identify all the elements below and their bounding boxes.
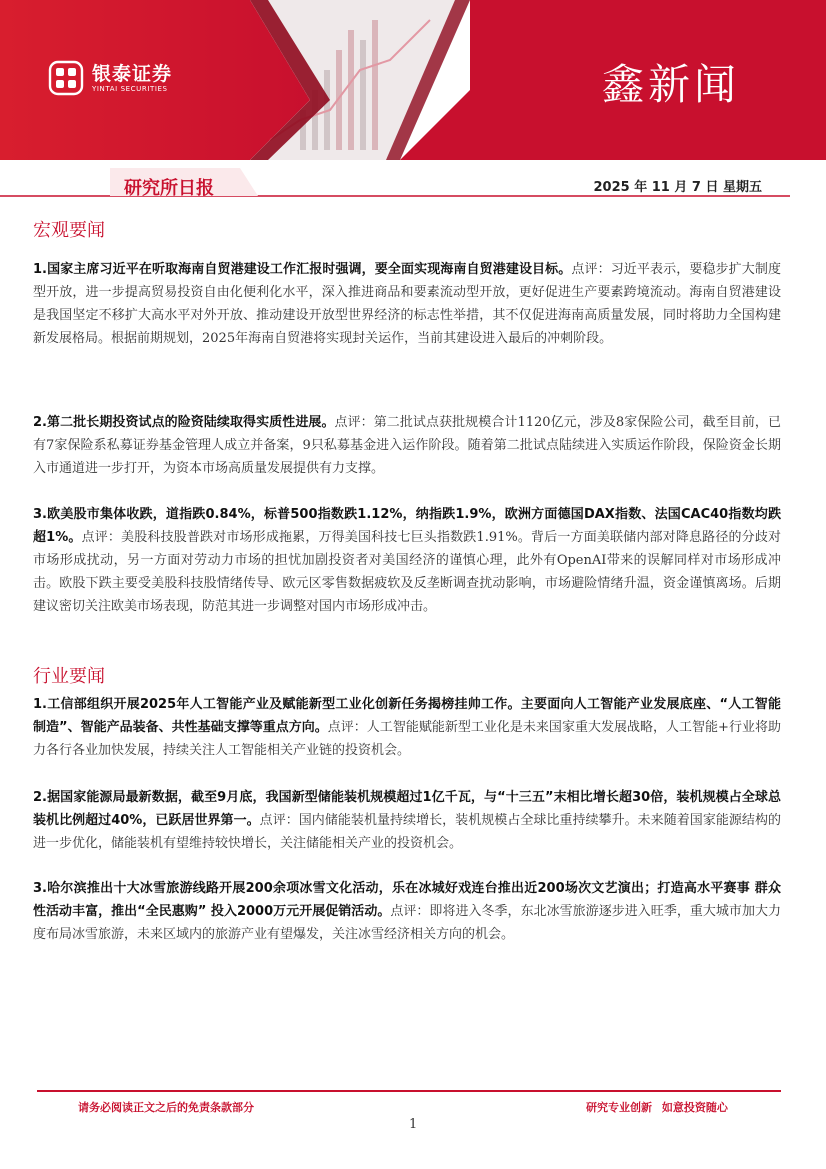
industry-news-item-3 — [33, 877, 781, 946]
news-headline: 2.据国家能源局最新数据，截至9月底，我国新型储能装机规模超过1亿千瓦，与“十三五”末相比增长超30倍，装机规模占全球总装机比例超过40%，已跃居世界第一。 — [33, 790, 781, 828]
brand-title: 鑫新闻 — [602, 60, 741, 109]
macro-section-title: 宏观要闻 — [33, 220, 105, 241]
news-headline: 1.工信部组织开展2025年人工智能产业及赋能新型工业化创新任务揭榜挂帅工作。主要面向人工智能产业发展底座、“人工智能 制造”、智能产品装备、共性基础支撑等重点方向。 — [33, 697, 781, 735]
company-logo — [48, 60, 172, 96]
logo-name-cn: 银泰证券 — [92, 62, 173, 85]
macro-news-item-2 — [33, 411, 781, 480]
logo-name-en: YINTAI SECURITIES — [92, 84, 168, 93]
yintai-logo-icon — [48, 60, 84, 96]
report-date: 2025 年 11 月 7 日 星期五 — [593, 180, 762, 195]
news-headline: 3.欧美股市集体收跌，道指跌0.84%，标普500指数跌1.12%，纳指跌1.9%，欧洲方面德国DAX指数、法国CAC40指数均跌超1%。 — [33, 507, 781, 545]
industry-news-item-1 — [33, 693, 781, 762]
footer-disclaimer: 请务必阅读正文之后的免责条款部分 — [78, 1101, 254, 1114]
footer-divider — [37, 1090, 781, 1092]
news-comment: 点评：习近平表示，要稳步扩大制度型开放，进一步提高贸易投资自由化便利化水平，深入推进商品和要素流动型开放，更好促进生产要素跨境流动。海南自贸港建设是我国坚定不移扩大高水平对外开放、推动建设开放型世界经济的标志性举措，其不仅促进海南高质量发展，同时将助力全国构建新发展格局。根据前期规划，2025年海南自贸港将实现封关运作，当前其建设进入最后的冲刺阶段。 — [33, 262, 781, 346]
macro-news-item-3 — [33, 503, 781, 618]
news-comment: 点评：第二批试点获批规模合计1120亿元，涉及8家保险公司，截至目前，已有7家保险系私募证券基金管理人成立并备案，9只私募基金进入运作阶段。随着第二批试点陆续进入实质运作阶段，保险资金长期入市通道进一步打开，为资本市场高质量发展提供有力支撑。 — [33, 415, 781, 476]
news-comment: 点评：国内储能装机量持续增长，装机规模占全球比重持续攀升。未来随着国家能源结构的进一步优化，储能装机有望维持较快增长，关注储能相关产业的投资机会。 — [33, 813, 781, 851]
news-comment: 点评：即将进入冬季，东北冰雪旅游逐步进入旺季，重大城市加大力度布局冰雪旅游，未来区域内的旅游产业有望爆发，关注冰雪经济相关方向的机会。 — [33, 904, 781, 942]
news-headline: 2.第二批长期投资试点的险资陆续取得实质性进展。 — [33, 415, 335, 430]
macro-news-item-1 — [33, 258, 781, 350]
news-headline: 3.哈尔滨推出十大冰雪旅游线路开展200余项冰雪文化活动，乐在冰城好戏连台推出近200场次文艺演出；打造高水平赛事 群众性活动丰富，推出“全民惠购” 投入2000万元开展促销活动。 — [33, 881, 781, 919]
news-headline: 1.国家主席习近平在听取海南自贸港建设工作汇报时强调，要全面实现海南自贸港建设目标。 — [33, 262, 572, 277]
industry-section-title: 行业要闻 — [33, 666, 105, 687]
news-comment: 点评：人工智能赋能新型工业化是未来国家重大发展战略，人工智能+行业将助力各行各业加快发展，持续关注人工智能相关产业链的投资机会。 — [33, 720, 781, 758]
footer-slogan: 研究专业创新 如意投资随心 — [586, 1101, 728, 1114]
report-header — [0, 0, 826, 200]
page-number: 1 — [409, 1117, 418, 1132]
industry-news-item-2 — [33, 786, 781, 855]
news-comment: 点评：美股科技股普跌对市场形成拖累，万得美国科技七巨头指数跌1.91%。背后一方面美联储内部对降息路径的分歧对市场形成扰动，另一方面对劳动力市场的担忧加剧投资者对美国经济的谨慎心理，此外有OpenAI带来的误解同样对市场形成冲击。欧股下跌主要受美股科技股情绪传导、欧元区零售数据疲软及反垄断调查扰动影响，市场避险情绪升温，资金谨慎离场。后期建议密切关注欧美市场表现，防范其进一步调整对国内市场形成冲击。 — [33, 530, 781, 614]
report-name: 研究所日报 — [124, 178, 214, 199]
